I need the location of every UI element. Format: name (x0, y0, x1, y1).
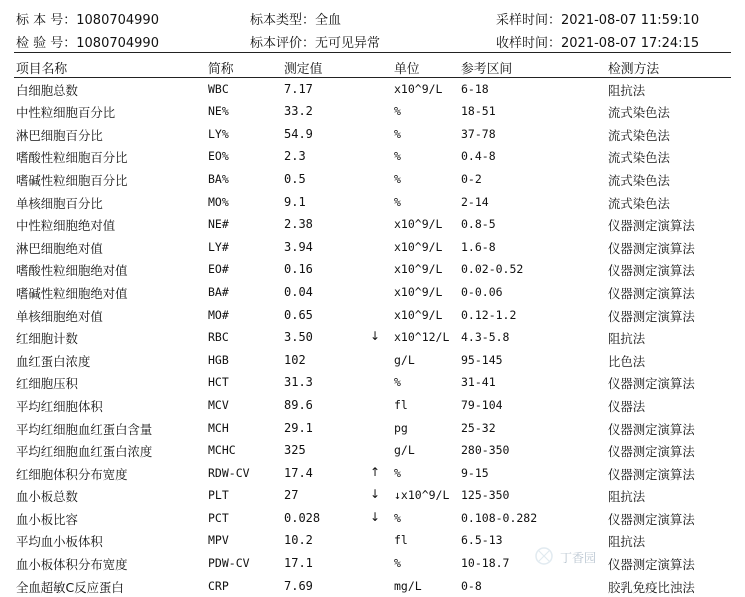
table-row (14, 575, 731, 597)
table-row (14, 168, 731, 191)
table-row (14, 236, 731, 259)
item-value: 0.65 (284, 307, 313, 322)
reference-range: 37-78 (461, 126, 496, 141)
item-name: 淋巴细胞百分比 (16, 127, 103, 143)
reference-range: 0.108-0.282 (461, 510, 538, 525)
header-divider (14, 52, 731, 53)
reference-range: 95-145 (461, 352, 503, 367)
specimen-type: 标本类型：全血 (250, 13, 342, 28)
item-unit: % (394, 126, 401, 141)
reference-range: 9-15 (461, 465, 489, 480)
item-unit: x10^9/L (394, 307, 443, 322)
test-method: 仪器测定演算法 (608, 263, 695, 279)
item-unit: x10^9/L (394, 239, 443, 254)
item-name: 红细胞压积 (16, 376, 78, 392)
reference-range: 79-104 (461, 397, 503, 412)
test-method: 仪器测定演算法 (608, 444, 695, 460)
reference-range: 10-18.7 (461, 556, 510, 571)
item-name: 白细胞总数 (16, 82, 78, 98)
item-unit: x10^9/L (394, 284, 443, 299)
watermark-text: 丁香园 (560, 551, 597, 565)
item-abbr: PLT (208, 488, 229, 503)
table-row (14, 394, 731, 417)
item-value: 89.6 (284, 397, 313, 412)
item-value: 29.1 (284, 420, 313, 435)
item-unit: x10^9/L (394, 262, 443, 277)
test-method: 胶乳免疫比浊法 (608, 579, 695, 595)
test-method: 流式染色法 (608, 172, 670, 188)
table-row (14, 258, 731, 281)
table-row (14, 439, 731, 462)
item-abbr: MCHC (208, 443, 236, 458)
item-abbr: EO# (208, 262, 229, 277)
item-abbr: LY% (208, 126, 229, 141)
item-unit: ↓x10^9/L (394, 488, 450, 503)
receiving-time: 收样时间：2021-08-07 17:24:15 (496, 36, 700, 51)
test-method: 仪器测定演算法 (608, 421, 695, 437)
item-abbr: NE% (208, 104, 229, 119)
item-abbr: HGB (208, 352, 229, 367)
item-abbr: BA% (208, 171, 229, 186)
item-value: 3.94 (284, 239, 313, 254)
item-value: 33.2 (284, 104, 313, 119)
item-abbr: MO# (208, 307, 229, 322)
abnormal-flag: ↓ (370, 329, 381, 344)
test-method: 仪器测定演算法 (608, 511, 695, 527)
item-value: 2.38 (284, 217, 313, 232)
test-method: 仪器法 (608, 398, 646, 414)
item-value: 10.2 (284, 533, 313, 548)
item-name: 中性粒细胞百分比 (16, 105, 116, 121)
table-row (14, 371, 731, 394)
specimen-evaluation: 标本评价：无可见异常 (250, 36, 381, 51)
test-number: 检 验 号：1080704990 (16, 36, 159, 51)
item-unit: % (394, 556, 401, 571)
item-abbr: EO% (208, 149, 229, 164)
table-row (14, 484, 731, 507)
column-header: 项目名称 (16, 62, 68, 77)
header-row-1 (14, 6, 731, 28)
abnormal-flag: ↑ (370, 464, 381, 479)
item-value: 17.1 (284, 556, 313, 571)
test-method: 仪器测定演算法 (608, 557, 695, 573)
item-value: 27 (284, 488, 299, 503)
item-abbr: RBC (208, 330, 229, 345)
test-method: 比色法 (608, 353, 646, 369)
table-body (14, 78, 731, 597)
item-name: 血小板总数 (16, 489, 78, 505)
item-name: 嗜碱性粒细胞绝对值 (16, 285, 128, 301)
item-name: 平均红细胞血红蛋白含量 (16, 421, 153, 437)
reference-range: 0.02-0.52 (461, 262, 524, 277)
item-abbr: BA# (208, 284, 229, 299)
test-method: 阻抗法 (608, 331, 646, 347)
item-unit: % (394, 149, 401, 164)
test-method: 阻抗法 (608, 534, 646, 550)
item-value: 0.04 (284, 284, 313, 299)
test-method: 阻抗法 (608, 82, 646, 98)
column-header: 单位 (394, 62, 420, 77)
table-row (14, 462, 731, 485)
item-value: 7.17 (284, 81, 313, 96)
item-abbr: MCV (208, 397, 229, 412)
item-value: 0.5 (284, 171, 306, 186)
table-row (14, 552, 731, 575)
table-row (14, 529, 731, 552)
item-abbr: MPV (208, 533, 229, 548)
item-value: 2.3 (284, 149, 306, 164)
item-name: 红细胞计数 (16, 331, 78, 347)
reference-range: 0-2 (461, 171, 482, 186)
table-row (14, 281, 731, 304)
item-unit: fl (394, 533, 408, 548)
table-row (14, 191, 731, 214)
column-header: 测定值 (284, 62, 323, 77)
item-value: 0.16 (284, 262, 313, 277)
table-row (14, 78, 731, 101)
table-row (14, 507, 731, 530)
item-value: 7.69 (284, 578, 313, 593)
test-method: 仪器测定演算法 (608, 218, 695, 234)
item-abbr: LY# (208, 239, 229, 254)
reference-range: 1.6-8 (461, 239, 496, 254)
item-unit: mg/L (394, 578, 422, 593)
item-name: 血红蛋白浓度 (16, 353, 91, 369)
table-row (14, 213, 731, 236)
item-unit: g/L (394, 443, 415, 458)
item-value: 325 (284, 443, 306, 458)
item-value: 3.50 (284, 330, 313, 345)
item-abbr: CRP (208, 578, 229, 593)
item-unit: % (394, 465, 401, 480)
item-name: 嗜酸性粒细胞绝对值 (16, 263, 128, 279)
test-method: 流式染色法 (608, 195, 670, 211)
reference-range: 0-8 (461, 578, 482, 593)
test-method: 仪器测定演算法 (608, 240, 695, 256)
item-name: 嗜碱性粒细胞百分比 (16, 172, 128, 188)
report-header (14, 6, 731, 52)
sampling-time: 采样时间：2021-08-07 11:59:10 (496, 13, 700, 28)
item-unit: % (394, 104, 401, 119)
results-table (14, 55, 731, 597)
item-abbr: WBC (208, 81, 229, 96)
item-name: 血小板体积分布宽度 (16, 557, 128, 573)
reference-range: 6-18 (461, 81, 489, 96)
table-row (14, 304, 731, 327)
item-name: 平均红细胞体积 (16, 398, 103, 414)
item-name: 平均红细胞血红蛋白浓度 (16, 444, 153, 460)
item-name: 全血超敏C反应蛋白 (16, 579, 124, 595)
item-unit: x10^9/L (394, 217, 443, 232)
item-abbr: RDW-CV (208, 465, 250, 480)
table-header-row (14, 55, 731, 78)
item-unit: x10^12/L (394, 330, 450, 345)
item-value: 31.3 (284, 375, 313, 390)
table-row (14, 349, 731, 372)
item-name: 中性粒细胞绝对值 (16, 218, 116, 234)
item-value: 9.1 (284, 194, 306, 209)
reference-range: 4.3-5.8 (461, 330, 510, 345)
test-method: 流式染色法 (608, 105, 670, 121)
reference-range: 0-0.06 (461, 284, 503, 299)
item-abbr: NE# (208, 217, 229, 232)
item-abbr: MO% (208, 194, 229, 209)
item-value: 17.4 (284, 465, 313, 480)
item-abbr: PCT (208, 510, 229, 525)
reference-range: 125-350 (461, 488, 510, 503)
item-value: 0.028 (284, 510, 321, 525)
item-unit: % (394, 510, 401, 525)
item-name: 单核细胞百分比 (16, 195, 103, 211)
table-row (14, 326, 731, 349)
test-method: 流式染色法 (608, 127, 670, 143)
reference-range: 2-14 (461, 194, 489, 209)
test-method: 流式染色法 (608, 150, 670, 166)
reference-range: 0.12-1.2 (461, 307, 517, 322)
table-row (14, 123, 731, 146)
item-abbr: HCT (208, 375, 229, 390)
reference-range: 31-41 (461, 375, 496, 390)
item-name: 嗜酸性粒细胞百分比 (16, 150, 128, 166)
item-value: 102 (284, 352, 306, 367)
item-unit: % (394, 375, 401, 390)
test-method: 仪器测定演算法 (608, 376, 695, 392)
item-value: 54.9 (284, 126, 313, 141)
reference-range: 6.5-13 (461, 533, 503, 548)
reference-range: 280-350 (461, 443, 510, 458)
item-name: 红细胞体积分布宽度 (16, 466, 128, 482)
reference-range: 0.8-5 (461, 217, 496, 232)
column-header: 检测方法 (608, 62, 660, 77)
item-abbr: PDW-CV (208, 556, 250, 571)
table-row (14, 145, 731, 168)
test-method: 仪器测定演算法 (608, 308, 695, 324)
item-unit: pg (394, 420, 408, 435)
item-name: 淋巴细胞绝对值 (16, 240, 103, 256)
reference-range: 18-51 (461, 104, 496, 119)
item-unit: fl (394, 397, 408, 412)
header-row-2 (14, 29, 731, 51)
column-header: 简称 (208, 62, 234, 77)
item-name: 单核细胞绝对值 (16, 308, 103, 324)
abnormal-flag: ↓ (370, 509, 381, 524)
item-unit: % (394, 194, 401, 209)
test-method: 仪器测定演算法 (608, 466, 695, 482)
abnormal-flag: ↓ (370, 487, 381, 502)
item-name: 平均血小板体积 (16, 534, 103, 550)
reference-range: 0.4-8 (461, 149, 496, 164)
specimen-number: 标 本 号：1080704990 (16, 13, 159, 28)
test-method: 阻抗法 (608, 489, 646, 505)
item-abbr: MCH (208, 420, 229, 435)
column-header: 参考区间 (461, 62, 513, 77)
table-row (14, 417, 731, 440)
item-unit: x10^9/L (394, 81, 443, 96)
item-unit: % (394, 171, 401, 186)
table-row (14, 100, 731, 123)
test-method: 仪器测定演算法 (608, 285, 695, 301)
item-name: 血小板比容 (16, 511, 78, 527)
item-unit: g/L (394, 352, 415, 367)
reference-range: 25-32 (461, 420, 496, 435)
